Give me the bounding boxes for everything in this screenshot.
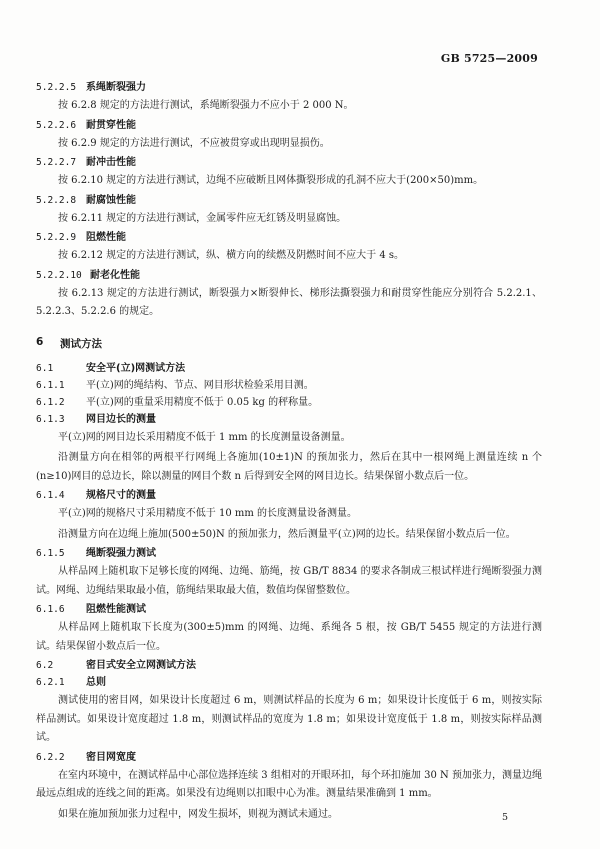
section-title: 耐腐蚀性能 [86, 194, 136, 206]
section-number: 5.2.2.9 [36, 232, 77, 243]
section-number: 6.2.2 [36, 751, 65, 763]
section-title: 密目网宽度 [86, 751, 136, 763]
section-heading [36, 230, 542, 247]
section-title: 规格尺寸的测量 [86, 490, 156, 501]
section-number: 5.2.2.7 [36, 157, 77, 168]
section-number: 5.2.2.10 [36, 269, 82, 281]
section-title: 密目式安全立网测试方法 [86, 660, 196, 671]
section-heading [36, 412, 542, 429]
paragraph: 从样品网上随机取下足够长度的网绳、边绳、筋绳，按 GB/T 8834 的要求各制成三根试样进行绳断裂强力测试。网绳、边绳结果取最小值，筋绳结果取最大值，数值均保留整数位。 [36, 566, 542, 596]
section-number: 5.2.2.6 [36, 119, 77, 131]
section-heading [36, 675, 542, 692]
section-number: 6.1 [36, 362, 54, 374]
paragraph: 按 6.2.9 规定的方法进行测试，不应被贯穿或出现明显损伤。 [58, 137, 330, 149]
section-heading [36, 118, 542, 135]
section-heading [36, 193, 542, 210]
section-title: 系绳断裂强力 [86, 82, 146, 93]
section-number: 5.2.2.5 [36, 82, 77, 93]
paragraph: 测试使用的密目网，如果设计长度超过 6 m，则测试样品的长度为 6 m；如果设计长度低于 6 m，则按实际样品测试。如果设计宽度超过 1.8 m，则测试样品的宽度为 1.8 m；如果设计宽度低于 1.8 m，则按实际样品测试。 [36, 695, 542, 743]
section-title: 总则 [86, 677, 106, 688]
section-heading [36, 602, 542, 619]
section-title: 平(立)网的重量采用精度不低于 0.05 kg 的秤称量。 [86, 396, 319, 408]
section-title: 耐老化性能 [90, 269, 140, 281]
paragraph: 如果在施加预加张力过程中，网发生损坏，则视为测试未通过。 [58, 808, 338, 820]
section-heading [36, 155, 542, 172]
paragraph: 按 6.2.8 规定的方法进行测试，系绳断裂强力不应小于 2 000 N。 [58, 100, 354, 111]
chapter-title: 测试方法 [60, 337, 102, 350]
section-number: 6.1.2 [36, 396, 65, 408]
paragraph: 从样品网上随机取下长度为(300±5)mm 的网绳、边绳、系绳各 5 根，按 GB/T 5455 规定的方法进行测试。结果保留小数点后一位。 [36, 622, 542, 652]
section-title: 阻燃性能测试 [86, 604, 146, 615]
section-heading [36, 546, 542, 563]
section-heading [36, 658, 542, 675]
paragraph: 在室内环境中，在测试样品中心部位选择连续 3 组相对的开眼环扣，每个环扣施加 30 N 预加张力，测量边绳最远点组成的连线之间的距离。如果没有边绳则以扣眼中心为准。测量结果准确到 1 mm。 [36, 769, 542, 799]
page-number: 5 [501, 812, 508, 823]
section-number: 5.2.2.8 [36, 194, 77, 206]
paragraph: 沿测量方向在相邻的两根平行网绳上各施加(10±1)N 的预加张力，然后在其中一根网绳上测量连续 n 个(n≥10)网目的总边长，除以测量的网目个数 n 后得到安全网的网目边长。结果保留小数点后一位。 [36, 452, 542, 482]
paragraph: 按 6.2.12 规定的方法进行测试，纵、横方向的续燃及阴燃时间不应大于 4 s。 [58, 250, 405, 261]
section-title: 耐贯穿性能 [86, 119, 136, 131]
section-heading [36, 395, 542, 412]
section-number: 6.1.3 [36, 413, 65, 425]
section-heading [36, 750, 542, 767]
section-heading [36, 361, 542, 378]
section-number: 6.1.1 [36, 379, 65, 391]
section-number: 6.1.4 [36, 490, 65, 501]
paragraph: 沿测量方向在边绳上施加(500±50)N 的预加张力，然后测量平(立)网的边长。结果保留小数点后一位。 [58, 528, 516, 540]
section-heading [36, 268, 542, 285]
paragraph: 按 6.2.10 规定的方法进行测试，边绳不应破断且网体撕裂形成的孔洞不应大于(200×50)mm。 [58, 175, 484, 186]
chapter-heading [36, 336, 542, 351]
paragraph: 按 6.2.11 规定的方法进行测试，金属零件应无红锈及明显腐蚀。 [58, 212, 347, 224]
document-body [36, 80, 542, 826]
section-heading [36, 378, 542, 395]
section-number: 6.2 [36, 660, 54, 671]
section-title: 耐冲击性能 [86, 157, 136, 168]
standard-code: GB 5725—2009 [440, 52, 538, 65]
paragraph: 按 6.2.13 规定的方法进行测试，断裂强力×断裂伸长、梯形法撕裂强力和耐贯穿性能应分别符合 5.2.2.1、5.2.2.3、5.2.2.6 的规定。 [36, 287, 542, 317]
section-title: 网目边长的测量 [86, 413, 156, 425]
section-heading [36, 488, 542, 505]
paragraph: 平(立)网的网目边长采用精度不低于 1 mm 的长度测量设备测量。 [58, 431, 351, 443]
section-heading [36, 80, 542, 97]
section-title: 阻燃性能 [86, 232, 126, 243]
section-number: 6.1.6 [36, 604, 65, 615]
chapter-number: 6 [36, 335, 44, 348]
section-title: 平(立)网的绳结构、节点、网目形状检验采用目测。 [86, 379, 314, 391]
paragraph: 平(立)网的规格尺寸采用精度不低于 10 mm 的长度测量设备测量。 [58, 508, 358, 519]
section-title: 安全平(立)网测试方法 [86, 362, 186, 374]
section-number: 6.1.5 [36, 548, 65, 559]
section-title: 绳断裂强力测试 [86, 548, 156, 559]
section-number: 6.2.1 [36, 677, 65, 688]
